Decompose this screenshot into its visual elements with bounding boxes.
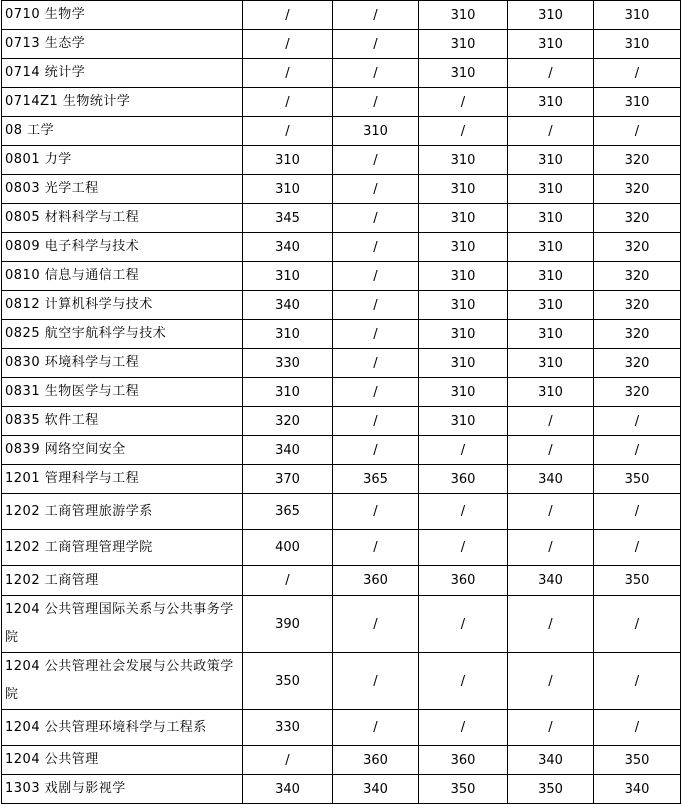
score-cell: 350 <box>419 775 508 804</box>
score-cell: / <box>508 117 594 146</box>
score-cell: / <box>594 653 681 710</box>
score-cell: 320 <box>594 233 681 262</box>
major-name-cell: 0825 航空宇航科学与技术 <box>2 320 243 349</box>
score-cell: 310 <box>243 146 333 175</box>
score-cell: / <box>508 436 594 465</box>
score-cell: 350 <box>243 653 333 710</box>
score-cell: 310 <box>594 30 681 59</box>
table-row <box>2 175 681 204</box>
score-cell: 350 <box>508 775 594 804</box>
score-cell: 310 <box>508 233 594 262</box>
score-cell: 310 <box>419 59 508 88</box>
table-row <box>2 59 681 88</box>
table-row <box>2 710 681 746</box>
score-cell: / <box>243 30 333 59</box>
table-row <box>2 746 681 775</box>
score-cell: 310 <box>508 1 594 30</box>
table-row <box>2 596 681 653</box>
score-cell: / <box>243 746 333 775</box>
major-name-cell: 1202 工商管理旅游学系 <box>2 494 243 530</box>
score-cell: 320 <box>594 204 681 233</box>
score-cell: / <box>419 436 508 465</box>
table-row <box>2 204 681 233</box>
score-cell: 310 <box>508 175 594 204</box>
score-cell: / <box>594 436 681 465</box>
score-cell: 360 <box>419 566 508 596</box>
major-name-cell: 1202 工商管理 <box>2 566 243 596</box>
score-cell: 340 <box>508 746 594 775</box>
score-cell: / <box>333 596 419 653</box>
score-cell: / <box>508 653 594 710</box>
major-name-cell: 0839 网络空间安全 <box>2 436 243 465</box>
score-cell: / <box>333 407 419 436</box>
score-cell: / <box>419 653 508 710</box>
score-cell: / <box>419 530 508 566</box>
table-row <box>2 494 681 530</box>
table-row <box>2 233 681 262</box>
score-cell: / <box>594 407 681 436</box>
score-cell: 310 <box>508 262 594 291</box>
score-cell: / <box>508 407 594 436</box>
score-cell: 310 <box>333 117 419 146</box>
score-cell: 310 <box>508 88 594 117</box>
major-name-cell: 0810 信息与通信工程 <box>2 262 243 291</box>
score-cell: 340 <box>508 566 594 596</box>
score-cell: / <box>508 494 594 530</box>
score-cell: 310 <box>508 320 594 349</box>
score-cell: 310 <box>243 262 333 291</box>
major-name-cell: 1303 戏剧与影视学 <box>2 775 243 804</box>
score-cell: / <box>243 88 333 117</box>
table-row <box>2 146 681 175</box>
score-cell: 310 <box>508 291 594 320</box>
table-row <box>2 407 681 436</box>
score-cell: 350 <box>594 746 681 775</box>
major-name-cell: 1204 公共管理环境科学与工程系 <box>2 710 243 746</box>
score-cell: 310 <box>419 291 508 320</box>
score-cell: 370 <box>243 465 333 494</box>
score-cell: 320 <box>243 407 333 436</box>
score-cell: / <box>333 233 419 262</box>
score-cell: 320 <box>594 262 681 291</box>
score-cell: 390 <box>243 596 333 653</box>
score-cell: / <box>243 1 333 30</box>
score-cell: 360 <box>419 746 508 775</box>
score-cell: / <box>333 378 419 407</box>
score-cell: 365 <box>243 494 333 530</box>
score-cell: 310 <box>508 204 594 233</box>
score-cell: 310 <box>508 349 594 378</box>
score-cell: / <box>419 710 508 746</box>
score-cell: / <box>333 530 419 566</box>
table-row <box>2 349 681 378</box>
table-row <box>2 262 681 291</box>
score-cell: 310 <box>243 378 333 407</box>
score-cell: 310 <box>419 1 508 30</box>
score-cell: 310 <box>419 407 508 436</box>
score-cell: 320 <box>594 291 681 320</box>
table-row <box>2 378 681 407</box>
major-name-cell: 08 工学 <box>2 117 243 146</box>
score-cell: 310 <box>508 378 594 407</box>
score-cell: 340 <box>508 465 594 494</box>
score-cell: / <box>508 530 594 566</box>
score-cell: / <box>333 291 419 320</box>
score-cell: 360 <box>333 566 419 596</box>
table-row <box>2 1 681 30</box>
score-cell: / <box>333 204 419 233</box>
score-cell: / <box>419 88 508 117</box>
major-name-cell: 0812 计算机科学与技术 <box>2 291 243 320</box>
score-cell: 320 <box>594 146 681 175</box>
score-cell: / <box>333 349 419 378</box>
score-cell: 310 <box>508 30 594 59</box>
score-cell: 310 <box>419 349 508 378</box>
score-cell: 330 <box>243 710 333 746</box>
score-cell: 310 <box>243 320 333 349</box>
score-cell: 310 <box>243 175 333 204</box>
table-row <box>2 320 681 349</box>
score-cell: / <box>594 494 681 530</box>
table-row <box>2 291 681 320</box>
score-cell: / <box>243 566 333 596</box>
score-cell: 345 <box>243 204 333 233</box>
score-cell: 310 <box>419 30 508 59</box>
score-cell: / <box>333 320 419 349</box>
major-name-cell: 1201 管理科学与工程 <box>2 465 243 494</box>
score-cell: / <box>594 117 681 146</box>
score-cell: 310 <box>419 233 508 262</box>
score-cell: / <box>333 653 419 710</box>
major-name-cell: 0835 软件工程 <box>2 407 243 436</box>
score-table <box>1 0 681 804</box>
score-cell: / <box>333 30 419 59</box>
score-cell: 350 <box>594 465 681 494</box>
score-cell: 310 <box>419 320 508 349</box>
score-cell: / <box>333 175 419 204</box>
score-cell: 310 <box>419 378 508 407</box>
major-name-cell: 0803 光学工程 <box>2 175 243 204</box>
score-cell: / <box>333 1 419 30</box>
score-cell: / <box>594 710 681 746</box>
score-cell: 350 <box>594 566 681 596</box>
score-cell: / <box>419 117 508 146</box>
score-cell: 400 <box>243 530 333 566</box>
major-name-cell: 0809 电子科学与技术 <box>2 233 243 262</box>
table-row <box>2 436 681 465</box>
major-name-cell: 1204 公共管理 <box>2 746 243 775</box>
score-cell: 340 <box>333 775 419 804</box>
score-cell: 310 <box>508 146 594 175</box>
score-cell: / <box>333 59 419 88</box>
score-cell: 340 <box>243 775 333 804</box>
score-cell: / <box>333 436 419 465</box>
score-cell: 310 <box>419 175 508 204</box>
table-row <box>2 465 681 494</box>
major-name-cell: 0714 统计学 <box>2 59 243 88</box>
score-cell: 340 <box>243 436 333 465</box>
major-name-cell: 0714Z1 生物统计学 <box>2 88 243 117</box>
table-row <box>2 653 681 710</box>
major-name-cell: 0805 材料科学与工程 <box>2 204 243 233</box>
score-cell: / <box>243 117 333 146</box>
score-cell: 360 <box>419 465 508 494</box>
score-cell: 310 <box>594 1 681 30</box>
score-cell: 310 <box>594 88 681 117</box>
score-cell: 320 <box>594 378 681 407</box>
score-cell: / <box>333 494 419 530</box>
score-cell: / <box>243 59 333 88</box>
score-cell: / <box>508 596 594 653</box>
major-name-cell: 0831 生物医学与工程 <box>2 378 243 407</box>
score-cell: / <box>333 710 419 746</box>
table-row <box>2 30 681 59</box>
major-name-cell: 0801 力学 <box>2 146 243 175</box>
major-name-cell: 0710 生物学 <box>2 1 243 30</box>
major-name-cell: 1204 公共管理国际关系与公共事务学院 <box>2 596 243 653</box>
score-cell: 320 <box>594 349 681 378</box>
score-cell: 340 <box>243 291 333 320</box>
score-cell: / <box>594 530 681 566</box>
score-cell: / <box>594 596 681 653</box>
score-cell: / <box>333 262 419 291</box>
score-cell: 365 <box>333 465 419 494</box>
table-row <box>2 88 681 117</box>
score-cell: 320 <box>594 320 681 349</box>
major-name-cell: 0830 环境科学与工程 <box>2 349 243 378</box>
score-cell: 360 <box>333 746 419 775</box>
score-cell: 320 <box>594 175 681 204</box>
major-name-cell: 0713 生态学 <box>2 30 243 59</box>
score-cell: / <box>419 596 508 653</box>
score-cell: / <box>508 710 594 746</box>
major-name-cell: 1204 公共管理社会发展与公共政策学院 <box>2 653 243 710</box>
score-cell: 340 <box>594 775 681 804</box>
score-cell: / <box>333 146 419 175</box>
table-row <box>2 530 681 566</box>
score-cell: 330 <box>243 349 333 378</box>
score-cell: 310 <box>419 146 508 175</box>
score-cell: / <box>419 494 508 530</box>
table-row <box>2 566 681 596</box>
table-row <box>2 117 681 146</box>
score-cell: 340 <box>243 233 333 262</box>
score-cell: 310 <box>419 262 508 291</box>
score-cell: 310 <box>419 204 508 233</box>
table-row <box>2 775 681 804</box>
score-cell: / <box>333 88 419 117</box>
score-cell: / <box>594 59 681 88</box>
major-name-cell: 1202 工商管理管理学院 <box>2 530 243 566</box>
score-cell: / <box>508 59 594 88</box>
